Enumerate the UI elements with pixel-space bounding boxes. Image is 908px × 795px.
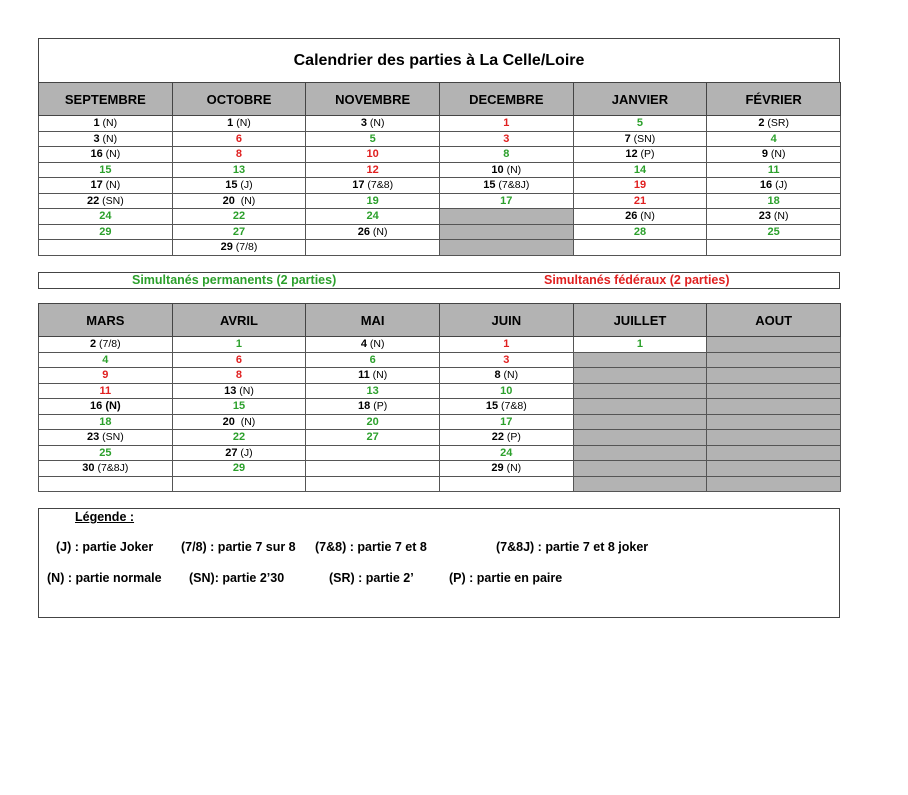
date-cell	[306, 461, 440, 477]
game-date: 7	[624, 132, 631, 145]
game-date: 17	[500, 194, 513, 207]
game-date: 4	[770, 132, 777, 145]
game-type-note: (N)	[369, 369, 388, 382]
date-cell	[172, 337, 306, 353]
game-date: 23	[758, 210, 772, 223]
month-header: MAI	[306, 304, 440, 337]
game-date: 16 (N)	[90, 400, 121, 413]
page-title: Calendrier des parties à La Celle/Loire	[293, 52, 585, 69]
game-date: 24	[99, 210, 112, 223]
date-cell	[573, 352, 707, 368]
game-date: 22	[491, 431, 504, 444]
date-cell	[39, 337, 173, 353]
date-cell	[39, 430, 173, 446]
date-cell	[306, 414, 440, 430]
table-row	[39, 352, 841, 368]
game-type-note: (P)	[637, 148, 655, 161]
date-cell	[39, 224, 173, 240]
game-date: 20	[366, 415, 379, 428]
date-cell	[39, 193, 173, 209]
table-row	[39, 399, 841, 415]
date-cell	[573, 383, 707, 399]
date-cell	[707, 476, 841, 492]
month-header: MARS	[39, 304, 173, 337]
game-date: 15	[99, 163, 112, 176]
table-row	[39, 368, 841, 384]
month-header: DECEMBRE	[439, 83, 573, 116]
date-cell	[439, 131, 573, 147]
game-date: 1	[503, 117, 510, 130]
table-row	[39, 193, 841, 209]
game-type-note: (SR)	[764, 117, 789, 130]
date-cell	[707, 178, 841, 194]
date-cell	[39, 352, 173, 368]
date-cell	[573, 193, 707, 209]
game-date: 15	[232, 400, 246, 413]
date-cell	[39, 209, 173, 225]
legend-heading: Légende :	[75, 510, 135, 524]
date-cell	[573, 337, 707, 353]
game-date: 2	[758, 117, 765, 130]
game-date: 26	[625, 210, 638, 223]
month-header: FÉVRIER	[707, 83, 841, 116]
game-date: 27	[366, 431, 379, 444]
date-cell	[39, 368, 173, 384]
game-date: 14	[633, 163, 647, 176]
title-box	[38, 38, 840, 83]
game-date: 1	[636, 338, 644, 351]
game-type-note: (SN)	[99, 194, 124, 207]
game-date: 19	[633, 179, 647, 192]
game-date: 15	[485, 400, 499, 413]
date-cell	[573, 430, 707, 446]
game-type-note: (N)	[771, 210, 789, 223]
date-cell	[172, 461, 306, 477]
table-row	[39, 162, 841, 178]
date-cell	[573, 461, 707, 477]
date-cell	[306, 476, 440, 492]
date-cell	[573, 414, 707, 430]
date-cell	[439, 430, 573, 446]
month-header: AOUT	[707, 304, 841, 337]
date-cell	[439, 337, 573, 353]
date-cell	[707, 116, 841, 132]
game-date: 3	[503, 353, 510, 366]
game-date: 30	[82, 462, 95, 475]
month-header: NOVEMBRE	[306, 83, 440, 116]
date-cell	[306, 399, 440, 415]
game-date: 3	[503, 132, 510, 145]
game-type-note: (7/8)	[232, 241, 258, 254]
date-cell	[707, 209, 841, 225]
game-date: 8	[235, 369, 243, 382]
date-cell	[439, 240, 573, 256]
game-date: 12	[625, 148, 638, 161]
game-date: 13	[232, 163, 246, 176]
date-cell	[707, 352, 841, 368]
calendar-table-spring-summer	[38, 303, 841, 492]
table-row	[39, 461, 841, 477]
date-cell	[707, 193, 841, 209]
date-cell	[573, 445, 707, 461]
simultanes-permanents-label: Simultanés permanents (2 parties)	[132, 273, 337, 287]
game-date: 29	[232, 462, 246, 475]
month-header-row	[39, 83, 841, 116]
date-cell	[172, 224, 306, 240]
game-type-note: (SN)	[630, 132, 656, 145]
date-cell	[707, 147, 841, 163]
game-date: 1	[227, 117, 234, 130]
table-row	[39, 414, 841, 430]
simultanes-box	[38, 272, 840, 289]
date-cell	[439, 383, 573, 399]
date-cell	[573, 476, 707, 492]
game-date: 17	[90, 179, 103, 192]
game-date: 11	[358, 369, 370, 382]
date-cell	[306, 430, 440, 446]
date-cell	[439, 178, 573, 194]
date-cell	[439, 193, 573, 209]
game-date: 27	[225, 446, 238, 459]
game-type-note: (J)	[772, 179, 788, 192]
date-cell	[39, 461, 173, 477]
date-cell	[439, 445, 573, 461]
game-type-note: (N)	[233, 117, 251, 130]
game-date: 13	[224, 384, 237, 397]
date-cell	[172, 352, 306, 368]
game-date: 6	[235, 353, 243, 366]
game-type-note: (N)	[99, 132, 118, 145]
game-type-note: (7&8J)	[94, 462, 129, 475]
game-date: 27	[232, 225, 246, 238]
date-cell	[573, 209, 707, 225]
date-cell	[306, 445, 440, 461]
month-header: OCTOBRE	[172, 83, 306, 116]
game-type-note: (7&8)	[364, 179, 394, 192]
date-cell	[39, 399, 173, 415]
game-date: 3	[93, 132, 100, 145]
game-type-note: (N)	[102, 179, 121, 192]
date-cell	[306, 193, 440, 209]
game-date: 20	[222, 415, 235, 428]
date-cell	[573, 147, 707, 163]
game-date: 26	[357, 225, 371, 238]
game-date: 1	[503, 338, 510, 351]
game-date: 25	[99, 446, 112, 459]
game-date: 28	[633, 225, 647, 238]
date-cell	[39, 414, 173, 430]
table-row	[39, 476, 841, 492]
legend-item-sn: (SN): partie 2’30	[189, 571, 285, 585]
date-cell	[306, 116, 440, 132]
game-date: 3	[360, 117, 367, 130]
date-cell	[439, 116, 573, 132]
legend-item-sr: (SR) : partie 2’	[329, 571, 414, 585]
game-date: 29	[99, 225, 112, 238]
date-cell	[439, 399, 573, 415]
date-cell	[172, 414, 306, 430]
game-type-note: (P)	[503, 431, 521, 444]
date-cell	[439, 162, 573, 178]
table-row	[39, 430, 841, 446]
date-cell	[172, 131, 306, 147]
table-row	[39, 131, 841, 147]
game-type-note: (N)	[503, 163, 522, 176]
date-cell	[439, 224, 573, 240]
date-cell	[39, 178, 173, 194]
game-date: 1	[93, 117, 100, 130]
date-cell	[573, 399, 707, 415]
game-date: 21	[633, 194, 647, 207]
legend-box	[38, 508, 840, 618]
date-cell	[439, 368, 573, 384]
date-cell	[172, 383, 306, 399]
game-date: 24	[366, 210, 379, 223]
date-cell	[306, 240, 440, 256]
calendar-table-autumn-winter	[38, 82, 841, 256]
game-date: 12	[366, 163, 379, 176]
table-row	[39, 178, 841, 194]
date-cell	[573, 240, 707, 256]
game-type-note: (N)	[99, 117, 118, 130]
date-cell	[707, 383, 841, 399]
date-cell	[707, 240, 841, 256]
game-date: 4	[360, 338, 367, 351]
date-cell	[439, 209, 573, 225]
date-cell	[39, 476, 173, 492]
date-cell	[39, 116, 173, 132]
game-date: 8	[235, 148, 243, 161]
game-date: 9	[102, 369, 109, 382]
date-cell	[306, 162, 440, 178]
table-row	[39, 224, 841, 240]
game-type-note: (J)	[237, 179, 253, 192]
legend-item-7and8j: (7&8J) : partie 7 et 8 joker	[496, 540, 649, 554]
month-header: AVRIL	[172, 304, 306, 337]
game-date: 18	[358, 400, 371, 413]
game-date: 20	[222, 194, 235, 207]
month-header: JANVIER	[573, 83, 707, 116]
game-date: 1	[235, 338, 243, 351]
date-cell	[707, 224, 841, 240]
game-date: 9	[761, 148, 768, 161]
game-date: 4	[102, 353, 109, 366]
game-type-note: (N)	[366, 338, 385, 351]
month-header-row	[39, 304, 841, 337]
table-row	[39, 383, 841, 399]
date-cell	[306, 383, 440, 399]
month-header: JUIN	[439, 304, 573, 337]
game-date: 18	[99, 415, 112, 428]
month-header: SEPTEMBRE	[39, 83, 173, 116]
date-cell	[707, 399, 841, 415]
game-date: 17	[500, 415, 513, 428]
game-type-note: (N)	[500, 369, 519, 382]
date-cell	[439, 147, 573, 163]
date-cell	[707, 445, 841, 461]
game-date: 24	[500, 446, 513, 459]
date-cell	[439, 476, 573, 492]
date-cell	[172, 445, 306, 461]
game-type-note: (P)	[370, 400, 388, 413]
game-date: 23	[86, 431, 100, 444]
date-cell	[172, 193, 306, 209]
game-date: 15	[225, 179, 238, 192]
game-date: 29	[491, 462, 504, 475]
game-date: 13	[366, 384, 379, 397]
game-type-note: (SN)	[99, 431, 124, 444]
game-type-note: (N)	[637, 210, 655, 223]
table-row	[39, 337, 841, 353]
game-type-note: (N)	[234, 194, 256, 207]
date-cell	[306, 352, 440, 368]
game-type-note: (N)	[503, 462, 522, 475]
date-cell	[707, 162, 841, 178]
date-cell	[172, 430, 306, 446]
date-cell	[573, 368, 707, 384]
table-row	[39, 209, 841, 225]
date-cell	[573, 224, 707, 240]
date-cell	[439, 461, 573, 477]
game-date: 17	[352, 179, 365, 192]
date-cell	[306, 131, 440, 147]
legend-item-7and8: (7&8) : partie 7 et 8	[315, 540, 427, 554]
date-cell	[306, 337, 440, 353]
date-cell	[306, 368, 440, 384]
date-cell	[707, 414, 841, 430]
legend-item-p: (P) : partie en paire	[449, 571, 563, 585]
game-date: 22	[86, 194, 100, 207]
game-date: 18	[767, 194, 780, 207]
date-cell	[39, 240, 173, 256]
date-cell	[573, 116, 707, 132]
game-date: 10	[366, 148, 379, 161]
game-date: 8	[494, 369, 501, 382]
game-date: 5	[636, 117, 644, 130]
date-cell	[707, 430, 841, 446]
date-cell	[172, 368, 306, 384]
date-cell	[573, 178, 707, 194]
date-cell	[306, 224, 440, 240]
game-date: 8	[503, 148, 510, 161]
game-type-note: (7&8)	[498, 400, 527, 413]
date-cell	[707, 461, 841, 477]
game-date: 11	[767, 163, 780, 176]
date-cell	[306, 147, 440, 163]
game-date: 22	[232, 210, 246, 223]
date-cell	[39, 147, 173, 163]
game-date: 16	[90, 148, 103, 161]
game-date: 10	[500, 384, 513, 397]
date-cell	[306, 178, 440, 194]
game-type-note: (N)	[767, 148, 786, 161]
game-type-note: (N)	[236, 384, 254, 397]
table-row	[39, 445, 841, 461]
date-cell	[39, 383, 173, 399]
game-type-note: (J)	[237, 446, 253, 459]
date-cell	[39, 131, 173, 147]
month-header: JUILLET	[573, 304, 707, 337]
date-cell	[306, 209, 440, 225]
date-cell	[172, 476, 306, 492]
game-type-note: (7/8)	[96, 338, 121, 351]
game-type-note: (N)	[102, 148, 121, 161]
game-date: 19	[366, 194, 379, 207]
game-date: 25	[767, 225, 780, 238]
date-cell	[172, 116, 306, 132]
legend-item-7-8: (7/8) : partie 7 sur 8	[181, 540, 296, 554]
game-type-note: (N)	[234, 415, 256, 428]
game-date: 6	[235, 132, 243, 145]
date-cell	[39, 162, 173, 178]
game-date: 16	[759, 179, 773, 192]
date-cell	[707, 368, 841, 384]
date-cell	[439, 414, 573, 430]
date-cell	[172, 240, 306, 256]
game-date: 6	[369, 353, 376, 366]
legend-item-j: (J) : partie Joker	[56, 540, 154, 554]
game-date: 10	[491, 163, 504, 176]
date-cell	[39, 445, 173, 461]
simultanes-federaux-label: Simultanés fédéraux (2 parties)	[544, 273, 730, 287]
date-cell	[573, 131, 707, 147]
date-cell	[172, 178, 306, 194]
table-row	[39, 116, 841, 132]
game-type-note: (N)	[366, 117, 385, 130]
game-date: 22	[232, 431, 246, 444]
date-cell	[707, 337, 841, 353]
date-cell	[172, 399, 306, 415]
date-cell	[172, 147, 306, 163]
date-cell	[172, 162, 306, 178]
game-date: 11	[99, 384, 112, 397]
date-cell	[172, 209, 306, 225]
game-type-note: (7&8J)	[495, 179, 530, 192]
date-cell	[439, 352, 573, 368]
legend-item-n: (N) : partie normale	[47, 571, 162, 585]
game-type-note: (N)	[370, 225, 388, 238]
game-date: 29	[220, 241, 233, 254]
table-row	[39, 240, 841, 256]
game-date: 5	[369, 132, 376, 145]
table-row	[39, 147, 841, 163]
game-date: 15	[483, 179, 496, 192]
date-cell	[707, 131, 841, 147]
date-cell	[573, 162, 707, 178]
game-date: 2	[90, 338, 97, 351]
